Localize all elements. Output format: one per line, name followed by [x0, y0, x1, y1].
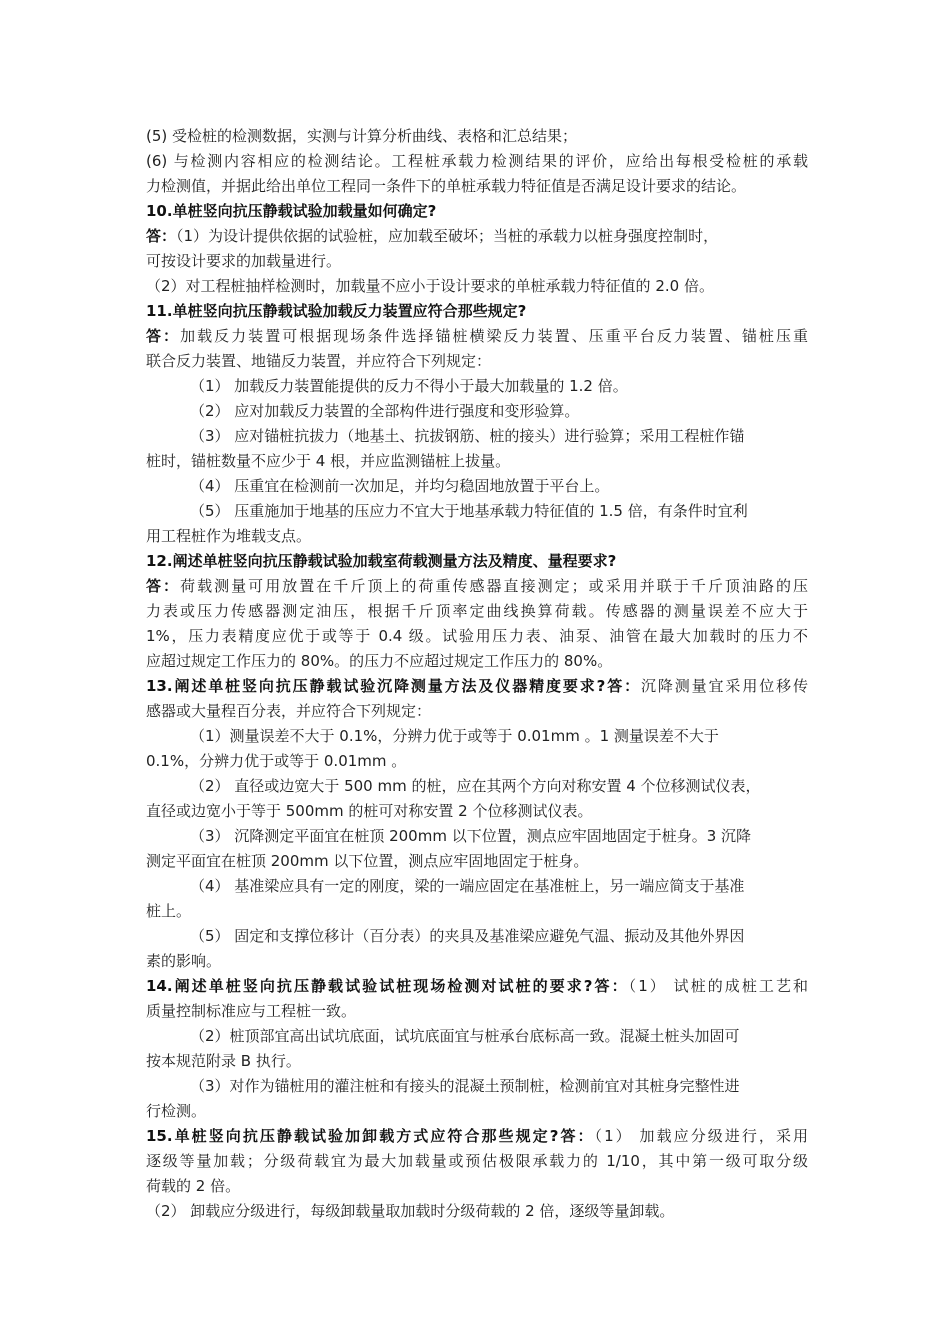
question-15-item-2: （2） 卸载应分级进行，每级卸载量取加载时分级荷载的 2 倍，逐级等量卸载。 — [146, 1202, 675, 1220]
question-10-heading: 10.单桩竖向抗压静载试验加载量如何确定? — [146, 202, 437, 220]
answer-text: （1） 加载应分级进行，采用 — [594, 1127, 808, 1145]
question-11-item-5-line-1: （5） 压重施加于地基的压应力不宜大于地基承载力特征值的 1.5 倍，有条件时宜利 — [190, 502, 748, 520]
question-13-item-5-line-1: （5） 固定和支撑位移计（百分表）的夹具及基准梁应避免气温、振动及其他外界因 — [190, 927, 745, 945]
question-14-answer-line-2: 质量控制标准应与工程桩一致。 — [146, 1002, 357, 1020]
question-12-answer-line-2: 力表或压力传感器测定油压，根据千斤顶率定曲线换算荷载。传感器的测量误差不应大于 — [146, 602, 808, 620]
question-13-heading-line — [146, 674, 808, 699]
question-13-answer-line-2: 感器或大量程百分表，并应符合下列规定： — [146, 702, 432, 720]
question-13-item-1-line-1: （1）测量误差不大于 0.1%，分辨力优于或等于 0.01mm 。1 测量误差不大于 — [190, 727, 719, 745]
answer-text: 加载反力装置可根据现场条件选择锚桩横梁反力装置、压重平台反力装置、锚桩压重 — [180, 327, 808, 345]
question-11-answer-line-1 — [146, 324, 808, 349]
question-15-heading: 15.单桩竖向抗压静载试验加卸载方式应符合那些规定?答： — [146, 1127, 595, 1145]
question-13-item-3-line-1: （3） 沉降测定平面宜在桩顶 200mm 以下位置，测点应牢固地固定于桩身。3 沉降 — [190, 827, 752, 845]
question-12-heading: 12.阐述单桩竖向抗压静载试验加载室荷载测量方法及精度、量程要求? — [146, 552, 617, 570]
question-12-answer-line-3: 1%，压力表精度应优于或等于 0.4 级。试验用压力表、油泵、油管在最大加载时的压力不 — [146, 627, 808, 645]
question-11-item-3-line-1: （3） 应对锚桩抗拔力（地基土、抗拔钢筋、桩的接头）进行验算；采用工程桩作锚 — [190, 427, 745, 445]
paragraph-item-5: (5) 受检桩的检测数据，实测与计算分析曲线、表格和汇总结果； — [146, 127, 578, 145]
question-13-item-4-line-1: （4） 基准梁应具有一定的刚度，梁的一端应固定在基准桩上，另一端应简支于基准 — [190, 877, 745, 895]
question-13-item-1-line-2: 0.1%，分辨力优于或等于 0.01mm 。 — [146, 752, 407, 770]
question-10-answer-line-1 — [146, 224, 808, 249]
question-13-item-5-line-2: 素的影响。 — [146, 952, 222, 970]
question-11-item-1: （1） 加载反力装置能提供的反力不得小于最大加载量的 1.2 倍。 — [190, 377, 628, 395]
paragraph-item-6-line-1: (6) 与检测内容相应的检测结论。工程桩承载力检测结果的评价，应给出每根受检桩的承载 — [146, 152, 808, 170]
question-12-answer-line-1 — [146, 574, 808, 599]
answer-label: 答： — [146, 227, 177, 245]
question-13-item-3-line-2: 测定平面宜在桩顶 200mm 以下位置，测点应牢固地固定于桩身。 — [146, 852, 589, 870]
answer-text: （1）为设计提供依据的试验桩，应加载至破坏；当桩的承载力以桩身强度控制时， — [176, 227, 719, 245]
question-14-item-2-line-2: 按本规范附录 B 执行。 — [146, 1052, 301, 1070]
answer-label: 答： — [146, 327, 181, 345]
question-14-item-3-line-1: （3）对作为锚桩用的灌注桩和有接头的混凝土预制桩，检测前宜对其桩身完整性进 — [190, 1077, 740, 1095]
question-10-answer-line-2: 可按设计要求的加载量进行。 — [146, 252, 342, 270]
document-page — [146, 124, 808, 1224]
question-11-item-5-line-2: 用工程桩作为堆载支点。 — [146, 527, 312, 545]
question-14-heading-line — [146, 974, 808, 999]
answer-text: 荷载测量可用放置在千斤顶上的荷重传感器直接测定；或采用并联于千斤顶油路的压 — [180, 577, 808, 595]
question-11-item-2: （2） 应对加载反力装置的全部构件进行强度和变形验算。 — [190, 402, 580, 420]
question-14-heading: 14.阐述单桩竖向抗压静载试验试桩现场检测对试桩的要求?答： — [146, 977, 629, 995]
question-13-item-2-line-2: 直径或边宽小于等于 500mm 的桩可对称安置 2 个位移测试仪表。 — [146, 802, 593, 820]
question-12-answer-line-4: 应超过规定工作压力的 80%。的压力不应超过规定工作压力的 80%。 — [146, 652, 613, 670]
question-11-item-3-line-2: 桩时，锚桩数量不应少于 4 根，并应监测锚桩上拔量。 — [146, 452, 511, 470]
answer-text: （1） 试桩的成桩工艺和 — [628, 977, 808, 995]
question-15-heading-line — [146, 1124, 808, 1149]
question-14-item-2-line-1: （2）桩顶部宜高出试坑底面，试坑底面宜与桩承台底标高一致。混凝土桩头加固可 — [190, 1027, 740, 1045]
question-15-answer-line-3: 荷载的 2 倍。 — [146, 1177, 241, 1195]
question-14-item-3-line-2: 行检测。 — [146, 1102, 207, 1120]
question-13-heading: 13.阐述单桩竖向抗压静载试验沉降测量方法及仪器精度要求?答： — [146, 677, 641, 695]
paragraph-item-6-line-2: 力检测值，并据此给出单位工程同一条件下的单桩承载力特征值是否满足设计要求的结论。 — [146, 177, 747, 195]
answer-label: 答： — [146, 577, 181, 595]
question-13-item-4-line-2: 桩上。 — [146, 902, 192, 920]
answer-text: 沉降测量宜采用位移传 — [641, 677, 808, 695]
question-11-item-4: （4） 压重宜在检测前一次加足，并均匀稳固地放置于平台上。 — [190, 477, 610, 495]
question-10-answer-item-2: （2）对工程桩抽样检测时，加载量不应小于设计要求的单桩承载力特征值的 2.0 倍。 — [146, 277, 714, 295]
question-15-answer-line-2: 逐级等量加载；分级荷载宜为最大加载量或预估极限承载力的 1/10，其中第一级可取分级 — [146, 1152, 808, 1170]
question-13-item-2-line-1: （2） 直径或边宽大于 500 mm 的桩，应在其两个方向对称安置 4 个位移测试仪表， — [190, 777, 761, 795]
question-11-heading: 11.单桩竖向抗压静载试验加载反力装置应符合那些规定? — [146, 302, 527, 320]
question-11-answer-line-2: 联合反力装置、地锚反力装置，并应符合下列规定： — [146, 352, 492, 370]
